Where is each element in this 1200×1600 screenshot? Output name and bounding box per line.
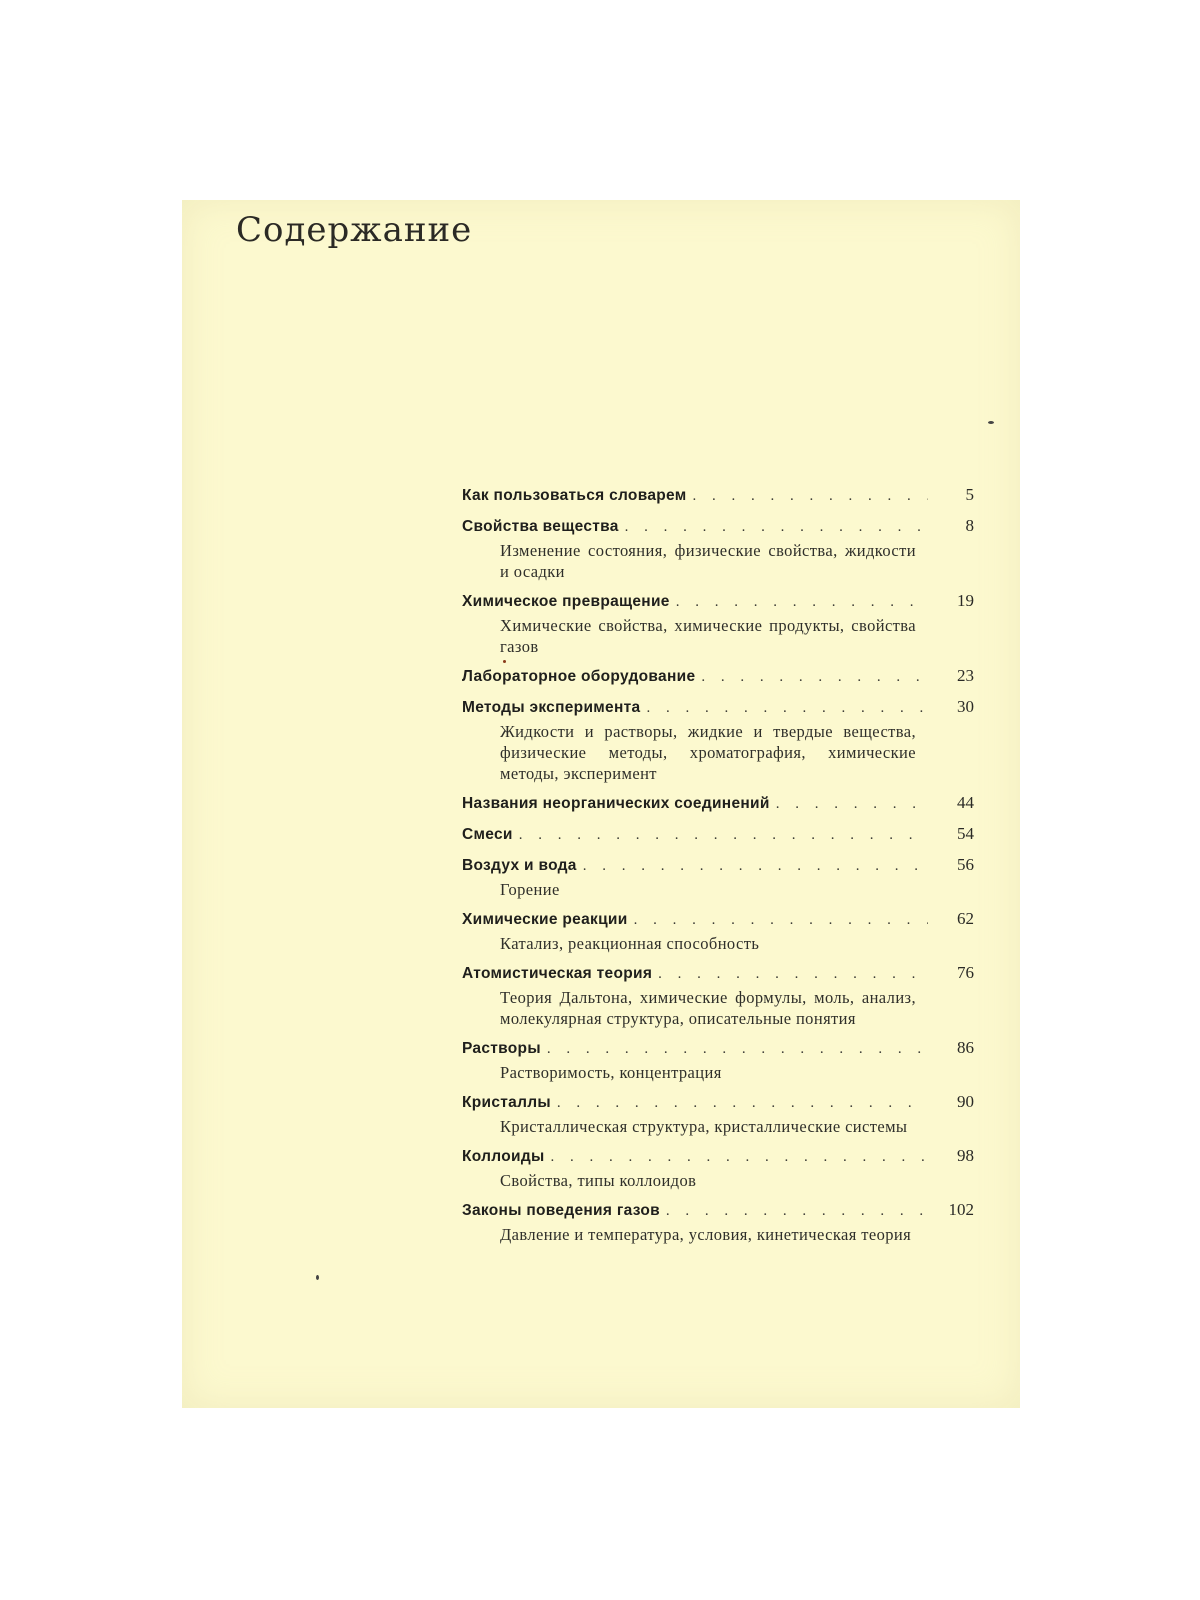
toc-entry-title: Законы поведения газов (462, 1202, 660, 1219)
dot-leader (658, 966, 928, 983)
toc-entry (462, 824, 974, 846)
toc-entry-head (462, 824, 974, 846)
paper-speck (988, 421, 994, 424)
toc-entry (462, 697, 974, 784)
dot-leader (519, 827, 928, 844)
dot-leader (634, 912, 928, 929)
dot-leader (701, 669, 928, 686)
toc-entry-head (462, 1038, 974, 1060)
paper-speck (503, 660, 506, 663)
toc-entry-subtopics: Катализ, реакционная способность (500, 934, 760, 953)
table-of-contents (462, 485, 974, 1254)
toc-entry-subtopics: Свойства, типы коллоидов (500, 1171, 697, 1190)
toc-entry-head (462, 793, 974, 815)
toc-entry (462, 516, 974, 582)
dot-leader (776, 796, 928, 813)
toc-entry (462, 1038, 974, 1083)
toc-entry-head (462, 485, 974, 507)
toc-entry (462, 1200, 974, 1245)
toc-entry-title: Химическое превращение (462, 593, 670, 610)
toc-entry-subtopics: Кристаллическая структура, кристаллические системы (500, 1117, 908, 1136)
toc-entry-page: 56 (957, 855, 974, 874)
toc-entry-title: Кристаллы (462, 1094, 551, 1111)
toc-entry-page: 30 (957, 697, 974, 716)
toc-entry (462, 666, 974, 688)
toc-entry-title: Смеси (462, 826, 513, 843)
dot-leader (666, 1203, 928, 1220)
toc-entry-subtopics: Химические свойства, химические продукты, свойства газов (500, 616, 916, 656)
toc-entry-head (462, 697, 974, 719)
toc-entry-subtopics: Жидкости и растворы, жидкие и твердые вещества, физические методы, хроматография, химические методы, эксперимент (500, 722, 916, 783)
toc-entry-page: 98 (957, 1146, 974, 1165)
dot-leader (557, 1095, 928, 1112)
toc-entry-page: 90 (957, 1092, 974, 1111)
toc-entry-title: Названия неорганических соединений (462, 795, 770, 812)
dot-leader (676, 594, 928, 611)
toc-entry-page: 23 (957, 666, 974, 685)
toc-entry-title: Атомистическая теория (462, 965, 653, 982)
toc-entry-page: 102 (948, 1200, 974, 1219)
toc-entry-page: 44 (957, 793, 974, 812)
toc-entry-page: 19 (957, 591, 974, 610)
toc-entry-title: Химические реакции (462, 911, 628, 928)
page-title: Содержание (236, 210, 473, 250)
toc-entry (462, 1092, 974, 1137)
toc-entry-subtopics: Давление и температура, условия, кинетическая теория (500, 1225, 912, 1244)
toc-entry-page: 62 (957, 909, 974, 928)
toc-entry-head (462, 1200, 974, 1222)
toc-entry-head (462, 963, 974, 985)
toc-entry-page: 8 (965, 516, 974, 535)
dot-leader (625, 519, 928, 536)
toc-entry (462, 855, 974, 900)
toc-entry (462, 485, 974, 507)
toc-entry (462, 963, 974, 1029)
toc-entry-head (462, 516, 974, 538)
paper-speck (316, 1275, 319, 1280)
dot-leader (646, 700, 928, 717)
book-page (182, 200, 1020, 1408)
toc-entry-subtopics: Теория Дальтона, химические формулы, моль, анализ, молекулярная структура, описательные понятия (500, 988, 916, 1028)
toc-entry-subtopics: Изменение состояния, физические свойства, жидкости и осадки (500, 541, 916, 581)
toc-entry-page: 54 (957, 824, 974, 843)
dot-leader (551, 1149, 928, 1166)
toc-entry-head (462, 591, 974, 613)
toc-entry-page: 86 (957, 1038, 974, 1057)
toc-entry-subtopics: Горение (500, 880, 560, 899)
toc-entry-head (462, 666, 974, 688)
dot-leader (693, 488, 929, 505)
toc-entry-title: Растворы (462, 1040, 541, 1057)
dot-leader (583, 858, 928, 875)
toc-entry-head (462, 855, 974, 877)
toc-entry-title: Коллоиды (462, 1148, 545, 1165)
toc-entry-page: 5 (965, 485, 974, 504)
toc-entry (462, 793, 974, 815)
toc-entry-title: Как пользоваться словарем (462, 487, 687, 504)
toc-entry-title: Методы эксперимента (462, 699, 641, 716)
toc-entry (462, 909, 974, 954)
toc-entry-title: Воздух и вода (462, 857, 577, 874)
dot-leader (547, 1041, 928, 1058)
toc-entry-subtopics: Растворимость, концентрация (500, 1063, 722, 1082)
toc-entry-title: Лабораторное оборудование (462, 668, 696, 685)
toc-entry-head (462, 1092, 974, 1114)
toc-entry-title: Свойства вещества (462, 518, 619, 535)
toc-entry-head (462, 909, 974, 931)
toc-entry-head (462, 1146, 974, 1168)
toc-entry (462, 1146, 974, 1191)
toc-entry-page: 76 (957, 963, 974, 982)
toc-entry (462, 591, 974, 657)
